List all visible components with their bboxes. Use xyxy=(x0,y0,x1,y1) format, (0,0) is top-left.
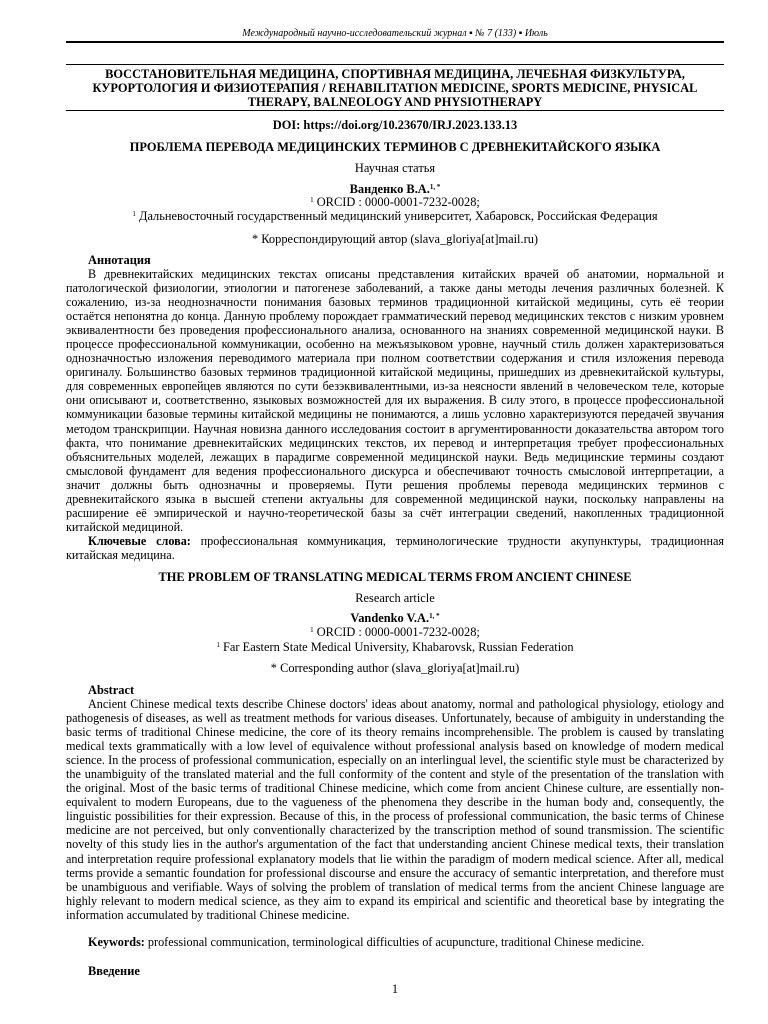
journal-header xyxy=(66,27,724,40)
en-title: THE PROBLEM OF TRANSLATING MEDICAL TERMS FROM ANCIENT CHINESE xyxy=(158,570,632,584)
en-orcid-text: ORCID : 0000-0001-7232-0028; xyxy=(316,625,480,639)
en-keywords-text: professional communication, terminological difficulties of acupuncture, traditional Chinese medicine. xyxy=(147,935,645,949)
ru-author xyxy=(66,182,724,196)
section-rule-top xyxy=(66,64,724,65)
intro-heading: Введение xyxy=(88,964,140,978)
en-keywords xyxy=(66,935,724,949)
ru-title: ПРОБЛЕМА ПЕРЕВОДА МЕДИЦИНСКИХ ТЕРМИНОВ С ДРЕВНЕКИТАЙСКОГО ЯЗЫКА xyxy=(129,140,661,154)
doi-link[interactable]: DOI: https://doi.org/10.23670/IRJ.2023.133.13 xyxy=(272,118,518,132)
en-author xyxy=(66,611,724,625)
en-orcid-sup: 1 xyxy=(310,626,314,634)
ru-orcid-sup: 1 xyxy=(310,196,314,204)
section-rule-bottom xyxy=(66,110,724,111)
en-affiliation xyxy=(66,640,724,654)
page-number: 1 xyxy=(391,982,399,996)
header-rule xyxy=(66,41,724,43)
ru-abstract-heading: Аннотация xyxy=(88,253,151,267)
en-affil-text: Far Eastern State Medical University, Khabarovsk, Russian Federation xyxy=(223,640,574,654)
ru-orcid-text: ORCID : 0000-0001-7232-0028; xyxy=(316,195,480,209)
ru-keywords-text: профессиональная коммуникация, терминологические трудности акупунктуры, традиционная китайская медицина. xyxy=(66,534,724,563)
en-author-sup: 1, * xyxy=(429,612,440,620)
ru-corresponding-author: * Корреспондирующий автор (slava_gloriya[at]mail.ru) xyxy=(251,232,539,246)
ru-author-name: Ванденко В.А. xyxy=(349,182,430,196)
en-keywords-label: Keywords: xyxy=(88,935,145,949)
ru-keywords xyxy=(66,534,724,562)
en-affil-sup: 1 xyxy=(216,641,220,649)
en-abstract-heading: Abstract xyxy=(88,683,135,697)
en-orcid xyxy=(66,625,724,639)
journal-name: Международный научно-исследовательский журнал xyxy=(242,28,467,39)
ru-author-sup: 1, * xyxy=(429,183,441,191)
header-separator: ▪ xyxy=(469,28,473,39)
ru-affil-sup: 1 xyxy=(132,210,136,218)
ru-orcid xyxy=(66,195,724,209)
ru-abstract: В древнекитайских медицинских текстах описаны представления китайских врачей об анатомии, нормальной и патологической физиологии, этиологии и патогенезе заболеваний, а также даны методы лечения различных болезней. К сожалению, из-за неоднозначности понимания базовых терминов традиционной китайской медицины, суть её теории остаётся непонятна до конца. Данную проблему порождает грамматический перевод медицинских текстов с низким уровнем эквивалентности без проведения профессионального анализа, основанного на знаниях современной медицинской науки. В процессе профессиональной коммуникации, особенно на межъязыковом уровне, научный стиль должен характеризоваться однозначностью изложения переводимого материала при полном соответствии содержания и стиля изложения перевода оригиналу. Большинство базовых терминов традиционной китайской медицины, пришедших из древнекитайской культуры, для современных европейцев являются по сути безэквивалентными, из-за неясности явлений в человеческом теле, которые они описывают и, соответственно, языковых возможностей для их выражения. В силу этого, в процессе профессиональной коммуникации базовые термины китайской медицины не понимаются, а лишь условно характеризуются передачей звучания методом транскрипции. Научная новизна данного исследования состоит в аргументированности доказательства автором того факта, что понимание древнекитайских медицинских текстов, их перевод и интерпретация требует профессиональных объяснительных моделей, лежащих в парадигме современной медицинской науки. Ведь медицинские термины создают смысловой фундамент для ведения профессионального дискурса и обеспечивают точность смысловой интерпретации, а значит должны быть однозначны и проверяемы. Пути решения проблемы перевода медицинских терминов с древнекитайского языка в высшей степени актуальны для современной медицинской науки, поскольку направлены на расширение её эмпирической и научно-теоретической базы за счёт интеграции сведений, накопленных традиционной китайской медициной. xyxy=(66,267,724,534)
ru-keywords-label: Ключевые слова: xyxy=(88,534,191,548)
ru-article-type: Научная статья xyxy=(354,161,436,175)
header-separator: ▪ xyxy=(518,28,523,39)
ru-affiliation xyxy=(66,209,724,223)
en-article-type: Research article xyxy=(355,591,435,605)
en-abstract: Ancient Chinese medical texts describe Chinese doctors' ideas about anatomy, normal and pathological physiology, etiology and pathogenesis of diseases, as well as treatment methods for various diseases. Unfortunately, because of ambiguity in understanding the basic terms of traditional Chinese medicine, the core of its theory remains incomprehensible. The problem is caused by translating medical texts grammatically with a low level of equivalence without professional analysis based on knowledge of modern medical science. In the process of professional communication, especially on an interlingual level, the scientific style must be characterized by the unambiguity of the translated material and the full conformity of the content and style of the presentation of the translation with the original. Most of the basic terms of traditional Chinese medicine, which come from ancient Chinese culture, are essentially non-equivalent to modern Europeans, due to the vagueness of the phenomena they describe in the human body and, consequently, the linguistic possibilities for their expression. Because of this, in the process of professional communication, the basic terms of Chinese medicine are not perceived, but only conventionally characterized by the transcription method of sound transmission. The scientific novelty of this study lies in the author's argumentation of the fact that understanding ancient Chinese medical texts, their translation and interpretation require professional explanatory models that lie within the paradigm of modern medical science. After all, medical terms provide a semantic foundation for professional discourse and ensure the accuracy of semantic interpretation, and therefore must be unambiguous and verifiable. Ways of solving the problem of translation of medical terms from the ancient Chinese language are highly relevant to modern medical science, as they aim to expand its empirical and scientific and theoretical base by integrating the information accumulated by traditional Chinese medicine. xyxy=(66,697,724,922)
en-corresponding-author: * Corresponding author (slava_gloriya[at]mail.ru) xyxy=(270,661,520,675)
journal-month: Июль xyxy=(524,28,548,39)
en-author-name: Vandenko V.A. xyxy=(350,611,430,625)
section-title: ВОССТАНОВИТЕЛЬНАЯ МЕДИЦИНА, СПОРТИВНАЯ МЕДИЦИНА, ЛЕЧЕБНАЯ ФИЗКУЛЬТУРА, КУРОРТОЛОГИЯ И ФИЗИОТЕРАПИЯ / REHABILITATION MEDICINE, SPORTS MEDICINE, PHYSICAL THERAPY, BALNEOLOGY AND PHYSIOTHERAPY xyxy=(92,67,698,109)
ru-affil-text: Дальневосточный государственный медицинский университет, Хабаровск, Российская Федерация xyxy=(139,209,658,223)
journal-issue: № 7 (133) xyxy=(475,28,517,39)
